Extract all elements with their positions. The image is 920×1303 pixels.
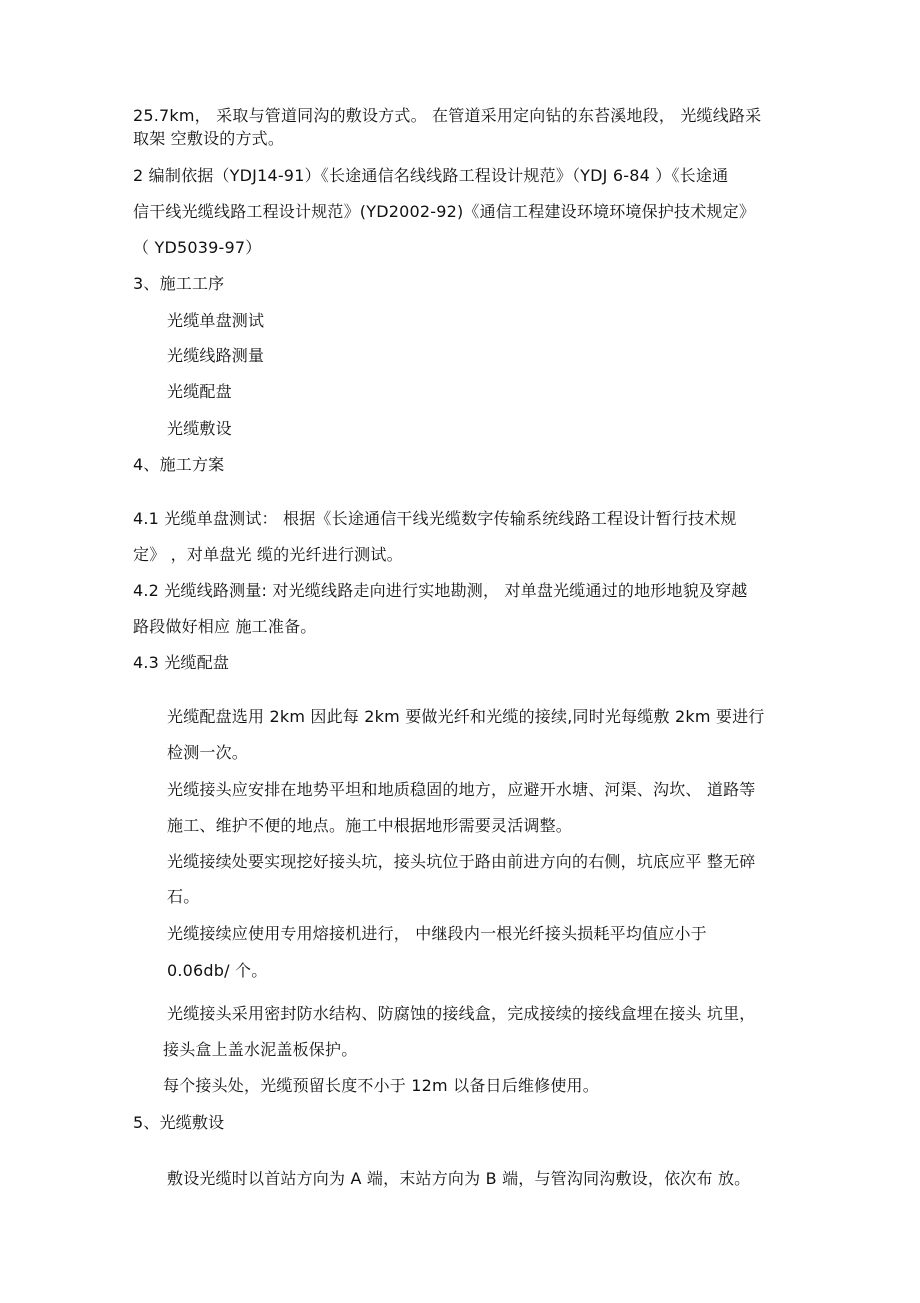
text-line: 定》 ，对单盘光 缆的光纤进行测试。	[133, 545, 403, 564]
subsection-heading: 4.3 光缆配盘	[133, 653, 230, 672]
text-line: 光缆接续处要实现挖好接头坑，接头坑位于路由前进方向的右侧，坑底应平 整无碎	[167, 852, 756, 871]
text-line: 接头盒上盖水泥盖板保护。	[163, 1040, 358, 1059]
text-line: 光缆接续应使用专用熔接机进行， 中继段内一根光纤接头损耗平均值应小于	[167, 924, 707, 943]
text-line: 光缆配盘选用 2km 因此每 2km 要做光纤和光缆的接续,同时光每缆敷 2km 要进行	[167, 707, 765, 726]
text-line: 4.2 光缆线路测量: 对光缆线路走向进行实地勘测， 对单盘光缆通过的地形地貌及穿越	[133, 581, 748, 600]
text-line: 施工、维护不便的地点。施工中根据地形需要灵活调整。	[167, 816, 573, 835]
text-line: 光缆接头应安排在地势平坦和地质稳固的地方，应避开水塘、河渠、沟坎、 道路等	[167, 780, 756, 799]
section-heading: 3、施工工序	[133, 274, 225, 293]
text-line: 取架 空敷设的方式。	[133, 129, 285, 148]
list-item: 光缆敷设	[167, 419, 232, 438]
section-heading: 5、光缆敷设	[133, 1113, 225, 1132]
text-line: （ YD5039-97）	[133, 238, 262, 257]
text-line: 每个接头处，光缆预留长度不小于 12m 以备日后维修使用。	[163, 1076, 599, 1095]
text-line: 2 编制依据（YDJ14-91）《长途通信名线线路工程设计规范》（YDJ 6-84 ）《长途通	[133, 166, 729, 185]
list-item: 光缆单盘测试	[167, 311, 265, 330]
text-line: 敷设光缆时以首站方向为 A 端，末站方向为 B 端，与管沟同沟敷设，依次布 放。	[167, 1169, 751, 1188]
section-heading: 4、施工方案	[133, 455, 225, 474]
text-line: 检测一次。	[167, 743, 249, 762]
text-line: 路段做好相应 施工准备。	[133, 617, 317, 636]
text-line: 光缆接头采用密封防水结构、防腐蚀的接线盒，完成接续的接线盒埋在接头 坑里，	[167, 1004, 756, 1023]
list-item: 光缆配盘	[167, 382, 232, 401]
list-item: 光缆线路测量	[167, 346, 265, 365]
text-line: 4.1 光缆单盘测试： 根据《长途通信干线光缆数字传输系统线路工程设计暂行技术规	[133, 509, 737, 528]
text-line: 信干线光缆线路工程设计规范》(YD2002-92)《通信工程建设环境环境保护技术规定》	[133, 202, 756, 221]
text-line: 石。	[167, 887, 200, 906]
text-line: 0.06db/ 个。	[167, 961, 268, 980]
text-line: 25.7km， 采取与管道同沟的敷设方式。 在管道采用定向钻的东苔溪地段， 光缆线路采	[133, 106, 762, 125]
